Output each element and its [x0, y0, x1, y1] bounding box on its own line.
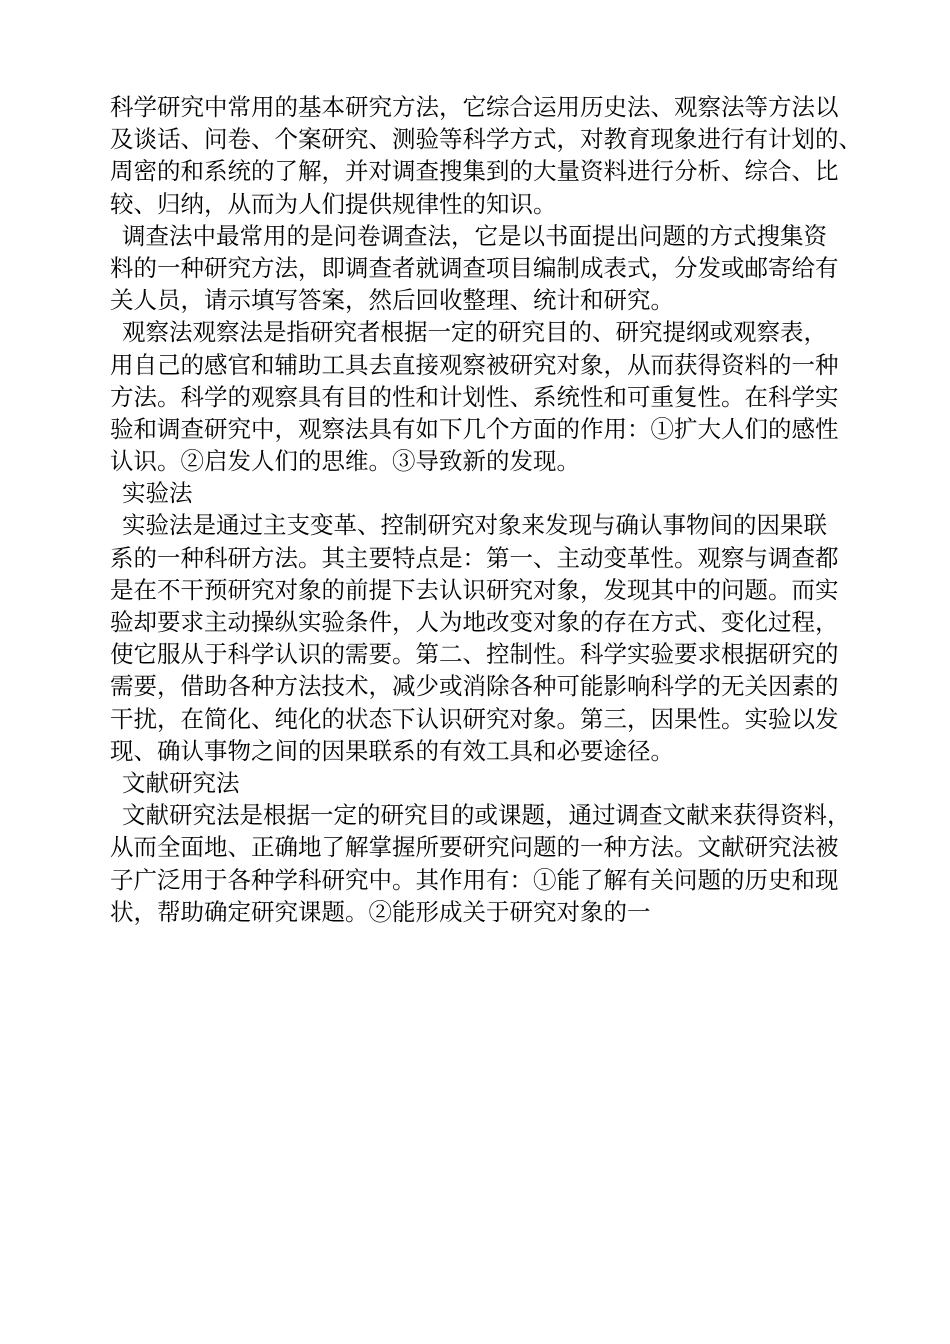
text-line: 从而全面地、正确地了解掌握所要研究问题的一种方法。文献研究法被 — [110, 833, 839, 862]
text-line: 验却要求主动操纵实验条件，人为地改变对象的存在方式、变化过程， — [110, 608, 839, 636]
text-line: 系的一种科研方法。其主要特点是：第一、主动变革性。观察与调查都 — [110, 543, 839, 572]
text-line: 使它服从于科学认识的需要。第二、控制性。科学实验要求根据研究的 — [110, 640, 839, 669]
text-line: 周密的和系统的了解，并对调查搜集到的大量资料进行分析、综合、比 — [110, 157, 839, 186]
text-line: 干扰，在简化、纯化的状态下认识研究对象。第三，因果性。实验以发 — [110, 704, 839, 733]
text-line: 及谈话、问卷、个案研究、测验等科学方式，对教育现象进行有计划的、 — [110, 125, 862, 154]
text-line: 状，帮助确定研究课题。②能形成关于研究对象的一 — [110, 897, 651, 926]
text-line: 文献研究法是根据一定的研究目的或课题，通过调查文献来获得资料， — [122, 801, 851, 830]
text-line: 方法。科学的观察具有目的性和计划性、系统性和可重复性。在科学实 — [110, 382, 839, 411]
document-body — [110, 91, 862, 928]
text-line: 用自己的感官和辅助工具去直接观察被研究对象，从而获得资料的一种 — [110, 350, 839, 379]
text-line: 实验法是通过主支变革、控制研究对象来发现与确认事物间的因果联 — [122, 511, 827, 540]
text-line: 需要，借助各种方法技术，减少或消除各种可能影响科学的无关因素的 — [110, 672, 839, 701]
section-heading: 实验法 — [122, 479, 193, 508]
text-line: 认识。②启发人们的思维。③导致新的发现。 — [110, 447, 580, 476]
text-line: 子广泛用于各种学科研究中。其作用有：①能了解有关问题的历史和现 — [110, 865, 839, 894]
text-line: 科学研究中常用的基本研究方法，它综合运用历史法、观察法等方法以 — [110, 93, 839, 121]
text-line: 观察法观察法是指研究者根据一定的研究目的、研究提纲或观察表， — [122, 318, 827, 347]
text-line: 较、归纳，从而为人们提供规律性的知识。 — [110, 189, 557, 218]
text-line: 关人员，请示填写答案，然后回收整理、统计和研究。 — [110, 286, 674, 315]
text-line: 验和调查研究中，观察法具有如下几个方面的作用：①扩大人们的感性 — [110, 414, 839, 443]
section-heading: 文献研究法 — [122, 768, 240, 797]
text-line: 是在不干预研究对象的前提下去认识研究对象，发现其中的问题。而实 — [110, 575, 839, 604]
text-line: 现、确认事物之间的因果联系的有效工具和必要途径。 — [110, 736, 674, 765]
text-line: 料的一种研究方法，即调查者就调查项目编制成表式，分发或邮寄给有 — [110, 253, 839, 282]
text-line: 调查法中最常用的是问卷调查法，它是以书面提出问题的方式搜集资 — [122, 221, 827, 250]
